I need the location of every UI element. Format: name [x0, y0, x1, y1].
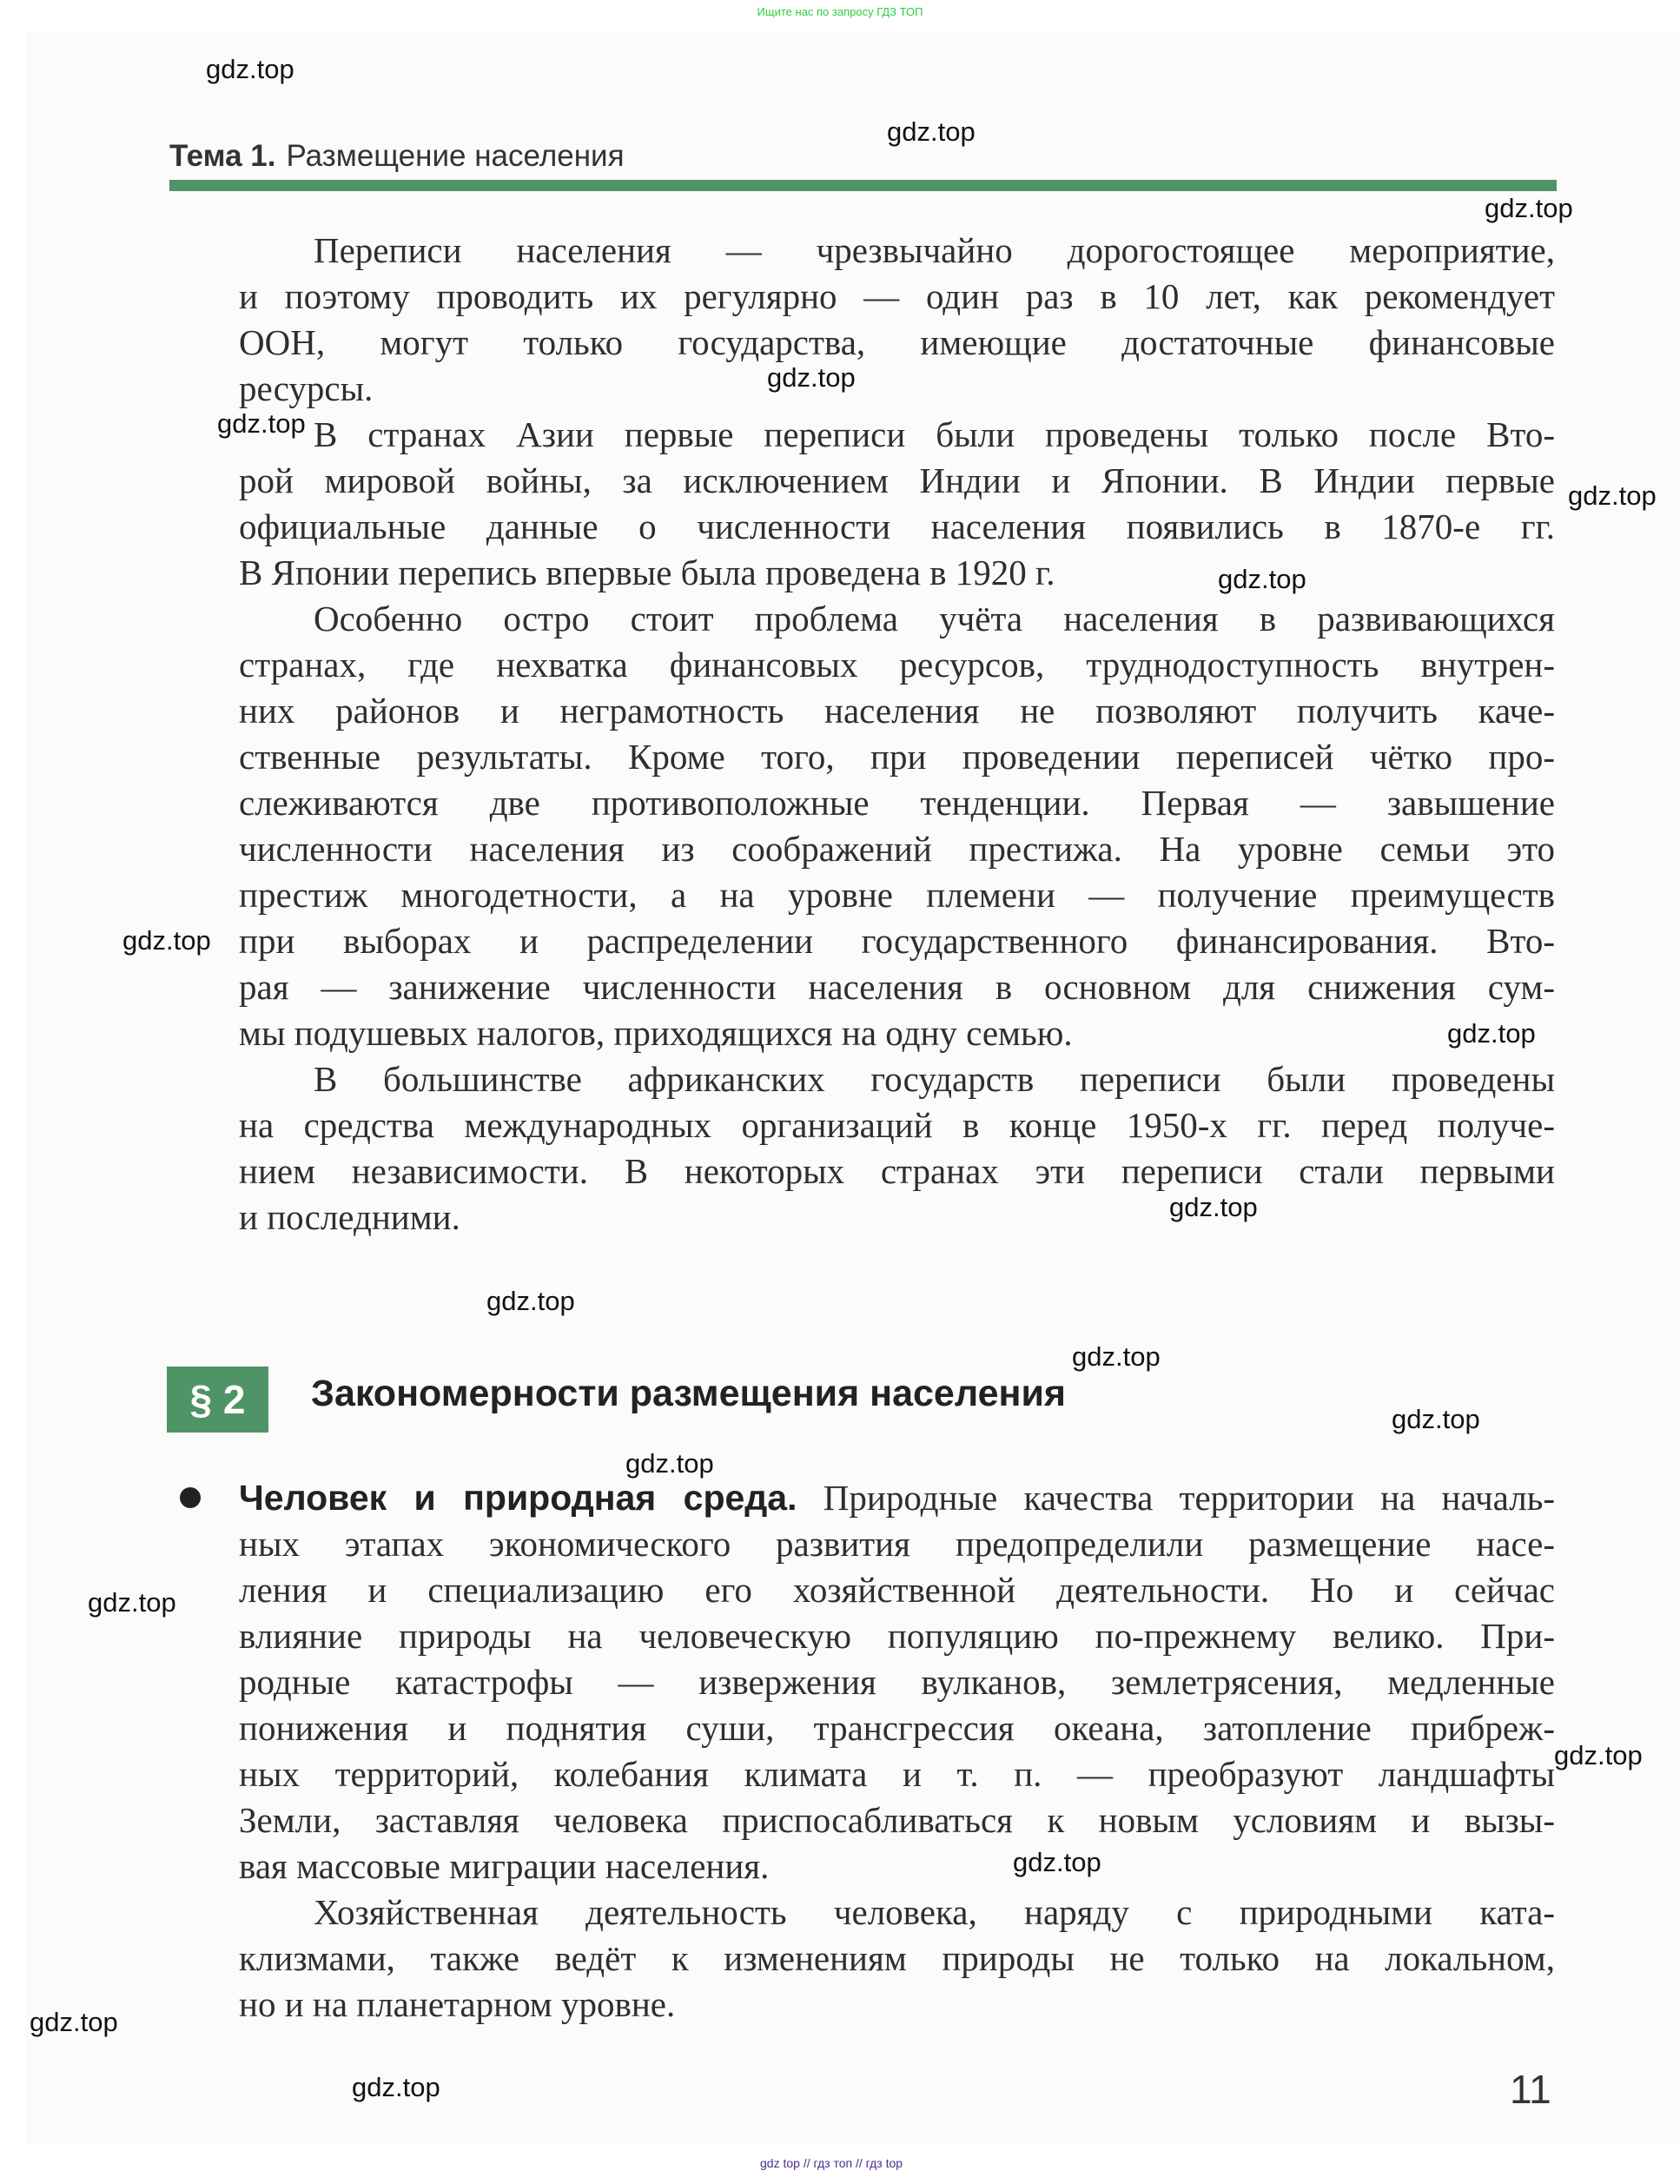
- bullet-icon: [180, 1487, 201, 1508]
- text-line: престиж многодетности, а на уровне племени — получение преимуществ: [239, 875, 1555, 915]
- text-line: мы подушевых налогов, приходящихся на одну семью.: [239, 1013, 1073, 1053]
- text-line-rest: Природные качества территории на началь-: [823, 1478, 1556, 1518]
- topic-divider: [169, 180, 1557, 191]
- text-line: странах, где нехватка финансовых ресурсов, труднодоступность внутрен-: [239, 645, 1555, 685]
- topic-header: [169, 139, 625, 174]
- text-line: при выборах и распределении государственного финансирования. Вто-: [239, 921, 1555, 961]
- text-line: Особенно остро стоит проблема учёта населения в развивающихся: [314, 599, 1555, 639]
- text-line: и поэтому проводить их регулярно — один раз в 10 лет, как рекомендует: [239, 276, 1555, 316]
- text-line: и последними.: [239, 1197, 460, 1237]
- text-line: нием независимости. В некоторых странах эти переписи стали первыми: [239, 1151, 1555, 1191]
- text-line: Хозяйственная деятельность человека, наряду с природными ката-: [314, 1892, 1555, 1932]
- watermark: gdz.top: [1169, 1192, 1258, 1222]
- watermark: gdz.top: [1072, 1341, 1161, 1372]
- text-line: понижения и поднятия суши, трансгрессия океана, затопление прибреж-: [239, 1708, 1555, 1748]
- text-line: ООН, могут только государства, имеющие достаточные финансовые: [239, 322, 1555, 362]
- watermark: gdz.top: [88, 1587, 176, 1618]
- text-line: рой мировой войны, за исключением Индии и Японии. В Индии первые: [239, 460, 1555, 500]
- watermark: gdz.top: [1554, 1740, 1643, 1770]
- text-line: В странах Азии первые переписи были проведены только после Вто-: [314, 414, 1555, 454]
- text-line: численности населения из соображений престижа. На уровне семьи это: [239, 829, 1555, 869]
- text-line: них районов и неграмотность населения не позволяют получить каче-: [239, 691, 1555, 731]
- watermark: gdz.top: [217, 408, 306, 439]
- text-line: на средства международных организаций в конце 1950-х гг. перед получе-: [239, 1105, 1555, 1145]
- bottom-banner: gdz top // гдз топ // гдз top: [760, 2156, 903, 2170]
- text-line: Переписи населения — чрезвычайно дорогостоящее мероприятие,: [314, 230, 1555, 270]
- text-line: родные катастрофы — извержения вулканов, землетрясения, медленные: [239, 1662, 1555, 1702]
- watermark: gdz.top: [352, 2072, 440, 2102]
- text-line: Земли, заставляя человека приспосабливаться к новым условиям и вызы-: [239, 1800, 1555, 1840]
- section-text: [239, 1475, 1555, 2028]
- text-line: В Японии перепись впервые была проведена в 1920 г.: [239, 553, 1055, 592]
- watermark: gdz.top: [767, 362, 856, 393]
- text-line: влияние природы на человеческую популяцию по-прежнему велико. При-: [239, 1616, 1555, 1656]
- watermark: gdz.top: [122, 925, 211, 956]
- section-lead: Человек и природная среда.: [239, 1478, 797, 1518]
- intro-text: [239, 228, 1555, 1241]
- watermark: gdz.top: [1218, 564, 1306, 594]
- watermark: gdz.top: [30, 2007, 118, 2037]
- text-line: ственные результаты. Кроме того, при проведении переписей чётко про-: [239, 737, 1555, 777]
- watermark: gdz.top: [1392, 1404, 1480, 1434]
- watermark: gdz.top: [887, 116, 976, 147]
- text-line: официальные данные о численности населения появились в 1870-е гг.: [239, 506, 1555, 546]
- text-line: ресурсы.: [239, 368, 374, 408]
- page-number: 11: [1510, 2067, 1551, 2112]
- text-line: рая — занижение численности населения в основном для снижения сум-: [239, 967, 1555, 1007]
- text-line: вая массовые миграции населения.: [239, 1846, 770, 1886]
- watermark: gdz.top: [1568, 480, 1657, 511]
- watermark: gdz.top: [625, 1448, 714, 1479]
- text-line: клизмами, также ведёт к изменениям природы не только на локальном,: [239, 1938, 1555, 1978]
- watermark: gdz.top: [1485, 193, 1573, 223]
- text-line: ления и специализацию его хозяйственной деятельности. Но и сейчас: [239, 1570, 1555, 1610]
- text-line: слеживаются две противоположные тенденции. Первая — завышение: [239, 783, 1555, 823]
- watermark: gdz.top: [1447, 1018, 1536, 1049]
- watermark: gdz.top: [486, 1286, 575, 1316]
- watermark: gdz.top: [206, 54, 294, 84]
- watermark: gdz.top: [1013, 1847, 1101, 1877]
- text-line: но и на планетарном уровне.: [239, 1984, 676, 2024]
- topic-number: Тема 1.: [169, 139, 276, 173]
- text-line: ных этапах экономического развития предопределили размещение насе-: [239, 1524, 1555, 1564]
- section-badge: § 2: [167, 1367, 268, 1433]
- top-banner: Ищите нас по запросу ГДЗ ТОП: [757, 5, 923, 18]
- section-title: Закономерности размещения населения: [311, 1373, 1067, 1414]
- text-line: ных территорий, колебания климата и т. п. — преобразуют ландшафты: [239, 1754, 1555, 1794]
- text-line: [239, 1475, 1555, 1521]
- topic-title: Размещение населения: [286, 139, 625, 173]
- text-line: В большинстве африканских государств переписи были проведены: [314, 1059, 1555, 1099]
